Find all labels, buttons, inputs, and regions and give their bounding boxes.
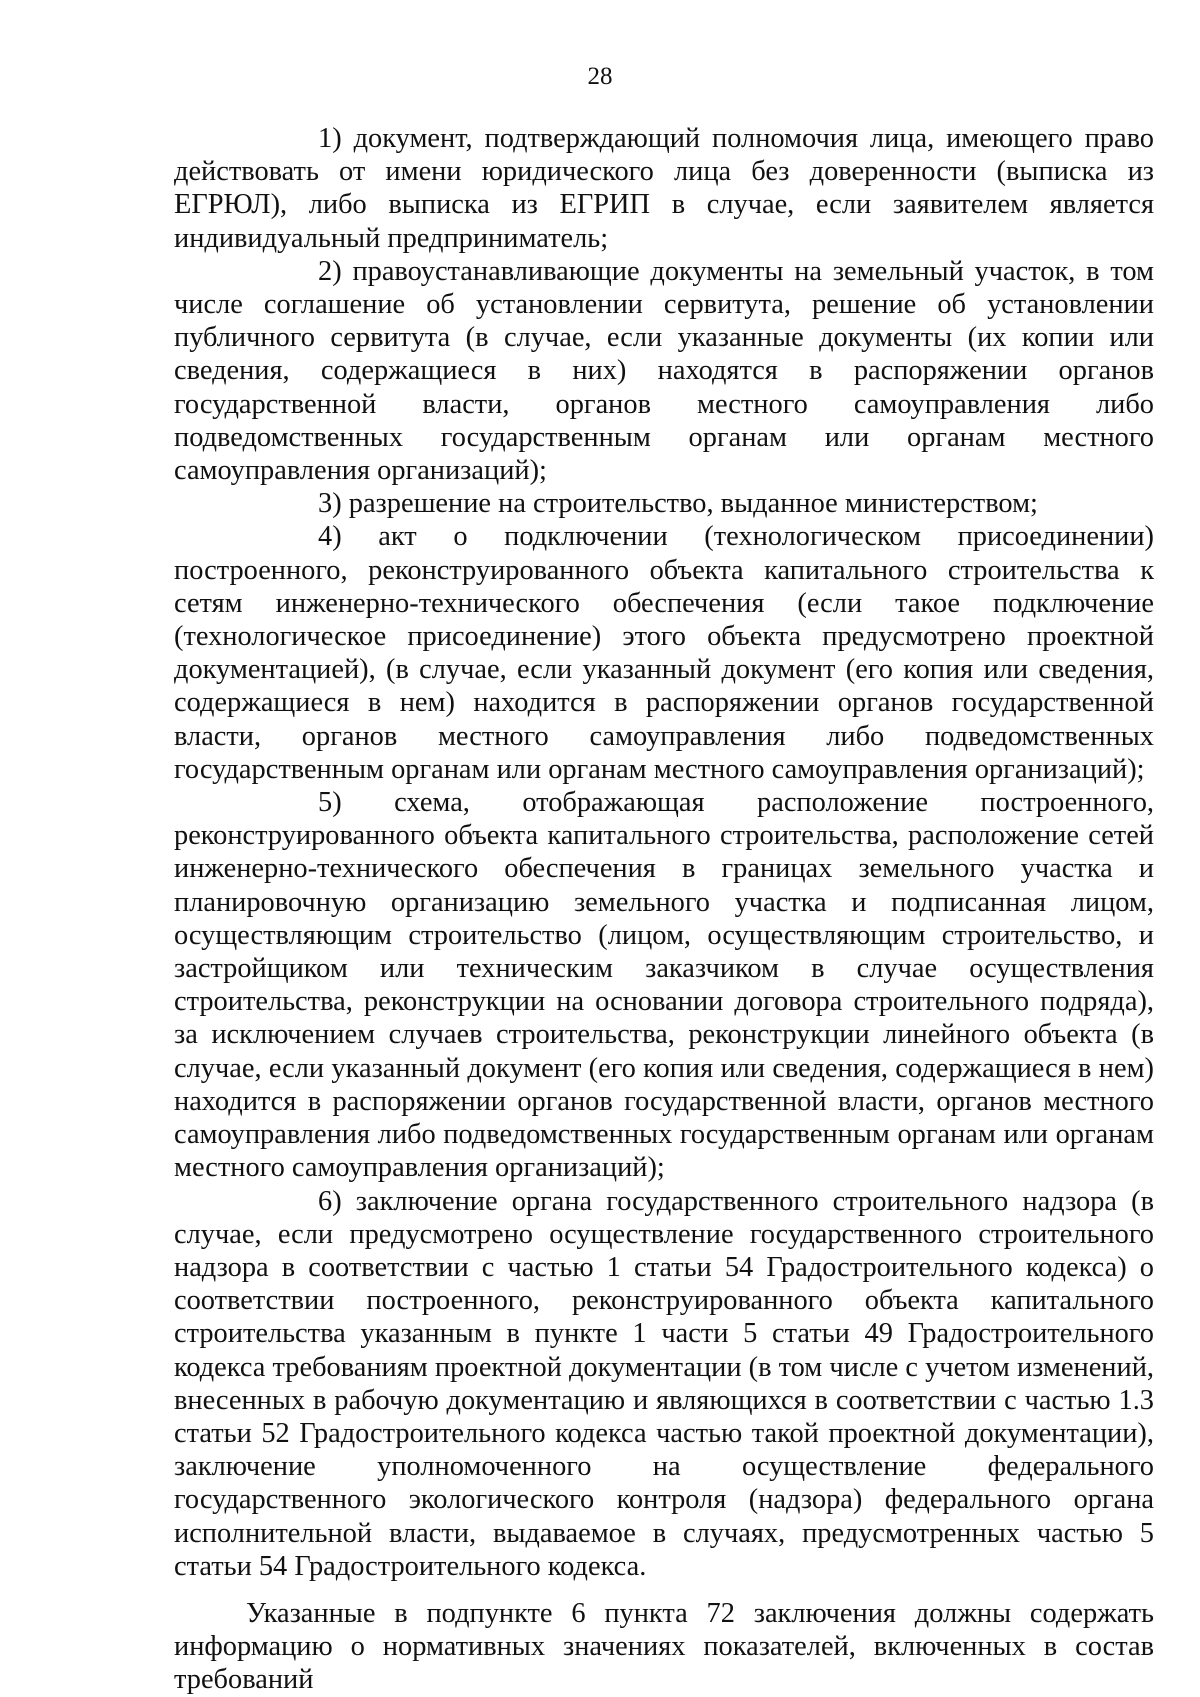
document-body	[174, 122, 1154, 1697]
list-item-text: документ, подтверждающий полномочия лица, имеющего право действовать от имени юридического лица без доверенности (выписка из ЕГРЮЛ), либо выписка из ЕГРИП в случае, если заявителем является индивидуальный предприниматель;	[174, 123, 1154, 254]
list-item	[174, 786, 1154, 1184]
list-item-text: заключение органа государственного строительного надзора (в случае, если предусмотрено осуществление государственного строительного надзора в соответствии с частью 1 статьи 54 Градостроительного кодекса) о соответствии построенного, реконструированного объекта капитального строительства указанным в пункте 1 части 5 статьи 49 Градостроительного кодекса требованиям проектной документации (в том числе с учетом изменений, внесенных в рабочую документацию и являющихся в соответствии с частью 1.3 статьи 52 Градостроительного кодекса частью такой проектной документации), заключение уполномоченного на осуществление федерального государственного экологического контроля (надзора) федерального органа исполнительной власти, выдаваемое в случаях, предусмотренных частью 5 статьи 54 Градостроительного кодекса.	[174, 1185, 1154, 1582]
list-item-number: 5)	[318, 787, 342, 819]
list-item-number: 3)	[318, 488, 342, 520]
list-item-text: схема, отображающая расположение построенного, реконструированного объекта капитального строительства, расположение сетей инженерно-технического обеспечения в границах земельного участка и планировочную организацию земельного участка и подписанная лицом, осуществляющим строительство (лицом, осуществляющим строительство, и застройщиком или техническим заказчиком в случае осуществления строительства, реконструкции на основании договора строительного подряда), за исключением случаев строительства, реконструкции линейного объекта (в случае, если указанный документ (его копия или сведения, содержащиеся в нем) находится в распоряжении органов государственной власти, органов местного самоуправления либо подведомственных государственным органам или органам местного самоуправления организаций);	[174, 787, 1154, 1184]
list-item-text: правоустанавливающие документы на земельный участок, в том числе соглашение об установлении сервитута, решение об установлении публичного сервитута (в случае, если указанные документы (их копии или сведения, содержащиеся в них) находятся в распоряжении органов государственной власти, органов местного самоуправления либо подведомственных государственным органам или органам местного самоуправления организаций);	[174, 255, 1154, 487]
list-item	[174, 122, 1154, 255]
list-item	[174, 255, 1154, 487]
final-paragraph: Указанные в подпункте 6 пункта 72 заключения должны содержать информацию о нормативных значениях показателей, включенных в состав требований	[174, 1597, 1154, 1696]
list-item-text: акт о подключении (технологическом присоединении) построенного, реконструированного объекта капитального строительства к сетям инженерно-технического обеспечения (если такое подключение (технологическое присоединение) этого объекта предусмотрено проектной документацией), (в случае, если указанный документ (его копия или сведения, содержащиеся в нем) находится в распоряжении органов государственной власти, органов местного самоуправления либо подведомственных государственным органам или органам местного самоуправления организаций);	[174, 521, 1154, 785]
list-item	[174, 487, 1154, 520]
list-item	[174, 1185, 1154, 1583]
list-item-number: 6)	[318, 1185, 342, 1217]
list-item-number: 4)	[318, 521, 342, 553]
list-item-text: разрешение на строительство, выданное министерством;	[348, 488, 1038, 520]
list-item-number: 1)	[318, 123, 342, 154]
list-item-number: 2)	[318, 255, 342, 287]
page-number: 28	[587, 63, 613, 90]
list-item	[174, 520, 1154, 786]
